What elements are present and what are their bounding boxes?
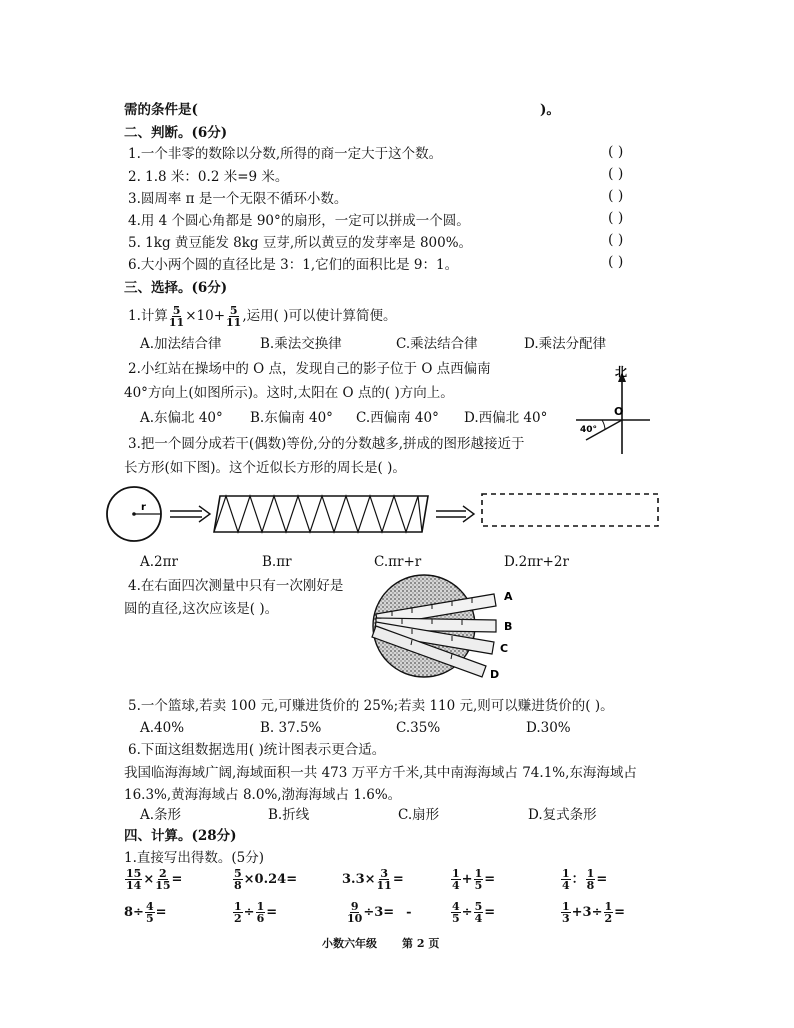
arrow-right-icon (170, 506, 210, 522)
answer-paren-3[interactable]: ( ) (608, 188, 624, 204)
q2-option-b[interactable]: B.东偏南 40° (250, 410, 333, 426)
section2-heading: 二、判断。(6分) (124, 125, 228, 141)
section3-heading: 三、选择。(6分) (124, 280, 228, 296)
arrow-right-icon (436, 506, 474, 522)
q5-option-a[interactable]: A.40% (140, 720, 185, 736)
q5-option-d[interactable]: D.30% (526, 720, 571, 736)
answer-paren-1[interactable]: ( ) (608, 144, 624, 160)
circle-ruler-figure (362, 570, 532, 684)
judge-item-2: 2. 1.8 米：0.2 米=9 米。 (128, 169, 289, 185)
q6-text-line1: 我国临海海域广阔,海域面积一共 473 万平方千米,其中南海海域占 74.1%,东海海域占 (124, 765, 637, 781)
choice-q1: 1.计算 $\frac{5}{11}$ ×10+ $\frac{5}{11}$ ,运用( )可以使计算简便。 (128, 304, 397, 329)
calc-r2-e: $\frac{1}{3}$ +3÷ $\frac{1}{2}$ = (562, 900, 626, 925)
choice-q3-line2: 长方形(如下图)。这个近似长方形的周长是( )。 (124, 460, 406, 476)
judge-item-3: 3.圆周率 π 是一个无限不循环小数。 (128, 191, 348, 207)
o-label: O (614, 405, 624, 418)
q1-option-b[interactable]: B.乘法交换律 (260, 336, 342, 352)
q2-option-d[interactable]: D.西偏北 40° (464, 410, 548, 426)
fraction: $\frac{5}{11}$ (168, 304, 185, 329)
q6-option-a[interactable]: A.条形 (140, 807, 182, 823)
q1-option-d[interactable]: D.乘法分配律 (524, 336, 607, 352)
top-prompt-close: )。 (540, 102, 560, 118)
q2-option-c[interactable]: C.西偏南 40° (356, 410, 439, 426)
ruler-label-c: C (500, 642, 509, 655)
footer-grade: 小数六年级 (322, 937, 377, 950)
judge-item-5: 5. 1kg 黄豆能发 8kg 豆芽,所以黄豆的发芽率是 800%。 (128, 235, 473, 251)
angle-arc (602, 420, 605, 430)
radius-label: r (141, 502, 146, 513)
choice-q5: 5.一个篮球,若卖 100 元,可赚进货价的 25%;若卖 110 元,则可以赚进货价的( )。 (128, 698, 614, 714)
compass-figure (572, 360, 654, 456)
calc-r1-d: $\frac{1}{4}$ + $\frac{1}{5}$ = (452, 867, 496, 892)
calc-r1-e: $\frac{1}{4}$ ： $\frac{1}{8}$ = (562, 867, 608, 892)
q2-option-a[interactable]: A.东偏北 40° (140, 410, 223, 426)
q3-option-b[interactable]: B.πr (262, 554, 292, 570)
calc-r2-c: $\frac{9}{10}$ ÷3= - (347, 900, 412, 925)
answer-paren-4[interactable]: ( ) (608, 210, 624, 226)
section4-heading: 四、计算。(28分) (124, 828, 237, 844)
calc-r1-a: $\frac{15}{14}$ × $\frac{2}{15}$ = (126, 867, 183, 892)
sector-zigzag (214, 496, 422, 532)
q1-option-c[interactable]: C.乘法结合律 (396, 336, 478, 352)
q6-option-b[interactable]: B.折线 (268, 807, 310, 823)
q3-option-d[interactable]: D.2πr+2r (504, 554, 569, 570)
q6-option-d[interactable]: D.复式条形 (528, 807, 597, 823)
section4-sub: 1.直接写出得数。(5分) (124, 850, 265, 866)
answer-paren-5[interactable]: ( ) (608, 232, 624, 248)
angle-label: 40° (580, 425, 598, 435)
footer-page: 第 2 页 (402, 937, 440, 950)
answer-paren-6[interactable]: ( ) (608, 254, 624, 270)
top-prompt: 需的条件是( (124, 102, 198, 118)
calc-r1-b: $\frac{5}{8}$ ×0.24= (234, 867, 298, 892)
choice-q2-line1: 2.小红站在操场中的 O 点，发现自己的影子位于 O 点西偏南 (128, 361, 491, 377)
q6-text-line2: 16.3%,黄海海域占 8.0%,渤海海域占 1.6%。 (124, 787, 402, 803)
calc-r2-a: 8÷ $\frac{4}{5}$ = (124, 900, 167, 925)
judge-item-6: 6.大小两个圆的直径比是 3：1,它们的面积比是 9：1。 (128, 257, 459, 273)
fraction: $\frac{5}{11}$ (226, 304, 242, 329)
judge-item-1: 1.一个非零的数除以分数,所得的商一定大于这个数。 (128, 146, 443, 162)
choice-q6: 6.下面这组数据选用( )统计图表示更合适。 (128, 742, 386, 758)
q6-option-c[interactable]: C.扇形 (398, 807, 440, 823)
north-label: 北 (615, 365, 628, 379)
judge-item-4: 4.用 4 个圆心角都是 90°的扇形，一定可以拼成一个圆。 (128, 213, 470, 229)
q3-option-a[interactable]: A.2πr (140, 554, 178, 570)
choice-q2-line2: 40°方向上(如图所示)。这时,太阳在 O 点的( )方向上。 (124, 385, 454, 401)
rectangle-outline (482, 494, 658, 526)
ruler-label-a: A (504, 590, 513, 603)
calc-r2-d: $\frac{4}{5}$ ÷ $\frac{5}{4}$ = (452, 900, 496, 925)
ruler-label-d: D (490, 668, 500, 681)
choice-q3-line1: 3.把一个圆分成若干(偶数)等份,分的分数越多,拼成的图形越接近于 (128, 436, 525, 452)
q1-option-a[interactable]: A.加法结合律 (140, 336, 222, 352)
q5-option-b[interactable]: B. 37.5% (260, 720, 322, 736)
choice-q4-line1: 4.在右面四次测量中只有一次刚好是 (128, 578, 344, 594)
circle-rectangle-figure (100, 486, 665, 544)
calc-r1-c: 3.3× $\frac{3}{11}$ = (342, 867, 404, 892)
answer-paren-2[interactable]: ( ) (608, 166, 624, 182)
calc-r2-b: $\frac{1}{2}$ ÷ $\frac{1}{6}$ = (234, 900, 278, 925)
choice-q4-line2: 圆的直径,这次应该是( )。 (124, 601, 279, 617)
ruler-label-b: B (504, 620, 513, 633)
q5-option-c[interactable]: C.35% (396, 720, 441, 736)
q3-option-c[interactable]: C.πr+r (374, 554, 422, 570)
